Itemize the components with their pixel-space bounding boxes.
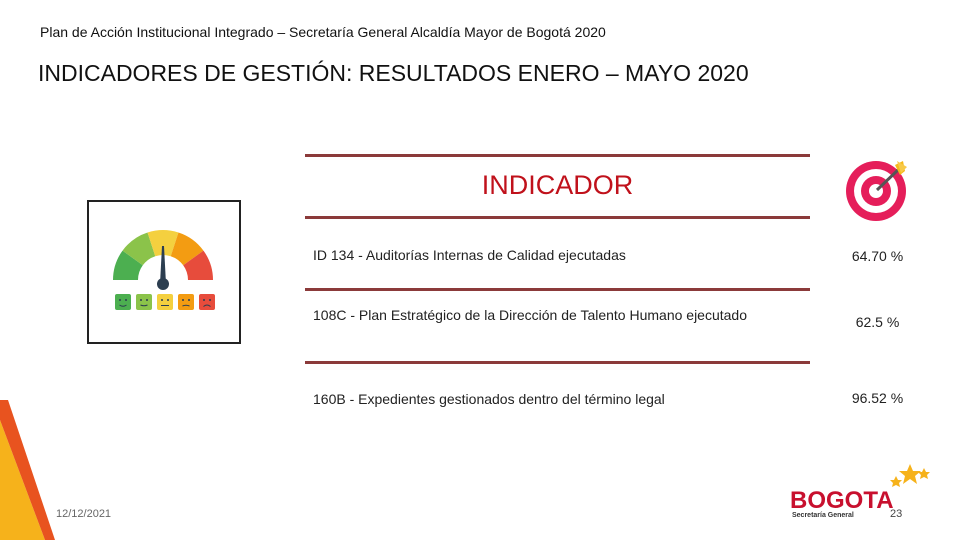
logo-subtitle: Secretaría General: [792, 512, 854, 519]
table-header-rule: [305, 216, 810, 219]
table-top-rule: [305, 154, 810, 157]
bogota-logo: [788, 460, 938, 520]
corner-decoration: [0, 400, 60, 540]
presentation-subtitle: Plan de Acción Institucional Integrado – Secretaría General Alcaldía Mayor de Bogotá 2020: [40, 24, 606, 40]
footer-date: 12/12/2021: [56, 508, 112, 520]
satisfaction-gauge-icon: [89, 202, 239, 342]
indicator-column-header: INDICADOR: [481, 170, 634, 200]
page-title: INDICADORES DE GESTIÓN: RESULTADOS ENERO – MAYO 2020: [38, 60, 749, 86]
table-row-label: ID 134 - Auditorías Internas de Calidad ejecutadas: [313, 247, 626, 263]
table-row-label: 160B - Expedientes gestionados dentro del término legal: [313, 391, 665, 407]
gauge-image: [87, 200, 241, 344]
page-number: 23: [890, 508, 903, 520]
table-row-value: 96.52 %: [851, 390, 904, 406]
table-row-value: 62.5 %: [855, 314, 900, 330]
table-row-label: 108C - Plan Estratégico de la Dirección de Talento Humano ejecutado: [313, 307, 747, 323]
row-divider-2: [305, 361, 810, 364]
row-divider-1: [305, 288, 810, 291]
logo-text: BOGOTA: [790, 487, 894, 514]
table-row-value: 64.70 %: [851, 248, 904, 264]
target-dart-icon: [843, 155, 913, 225]
